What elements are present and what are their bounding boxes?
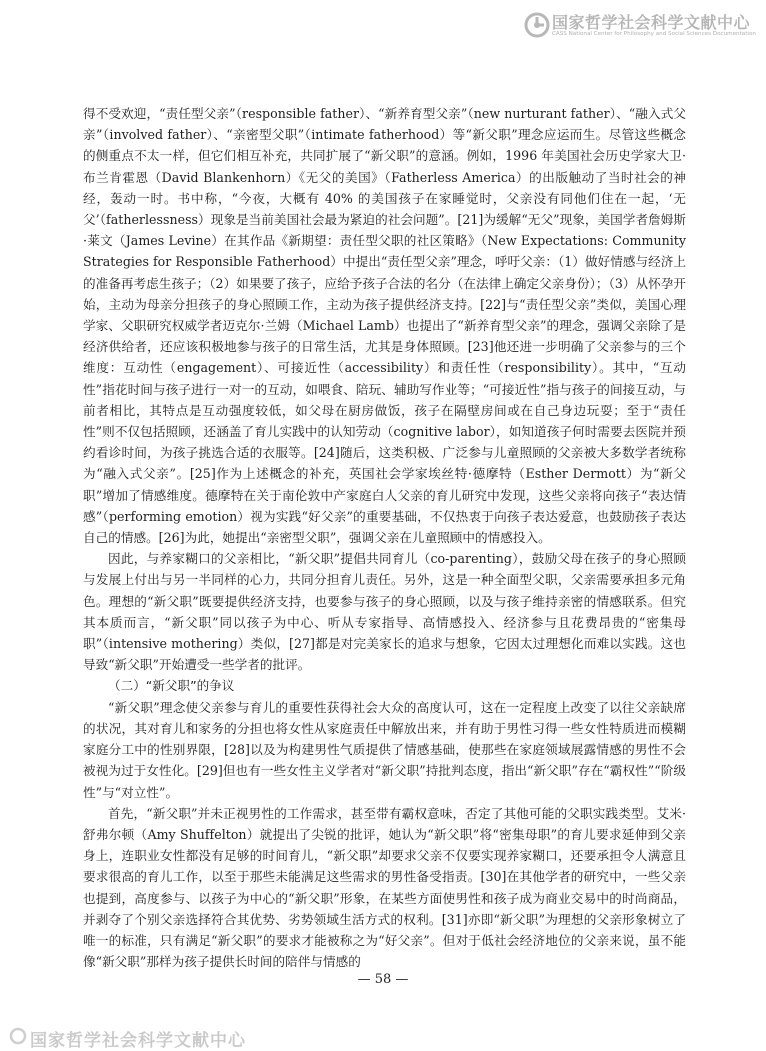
article-body xyxy=(83,103,686,972)
section-heading: （二）“新父职”的争议 xyxy=(108,678,235,694)
paragraph-1: 得不受欢迎，“责任型父亲”（responsible father）、“新养育型父亲”（new nurturant father）、“融入式父亲”（involved father）、“亲密型父职”（intimate fatherhood）等“新父职”理念应运而生。尽管这些概念的侧重点不太一样，但它们相互补充，共同扩展了“新父职”的意涵。例如，1996 年美国社会历史学家大卫·布兰肯霍恩（David Blankenhorn）《无父的美国》（Fatherless America）的出版触动了当时社会的神经，轰动一时。书中称，“今夜，大概有 40% 的美国孩子在家睡觉时，父亲没有同他们住在一起，‘无父’（fatherlessness）现象是当前美国社会最为紧迫的社会问题”。[21]为缓解“无父”现象，美国学者詹姆斯·莱文（James Levine）在其作品《新期望：责任型父职的社区策略》（New Expectations: Community Strategies for Responsible Fatherhood）中提出“责任型父亲”理念，呼吁父亲：（1）做好情感与经济上的准备再考虑生孩子；（2）如果要了孩子，应给予孩子合法的名分（在法律上确定父亲身份）；（3）从怀孕开始，主动为母亲分担孩子的身心照顾工作，主动为孩子提供经济支持。[22]与“责任型父亲”类似，美国心理学家、父职研究权威学者迈克尔·兰姆（Michael Lamb）也提出了“新养育型父亲”的理念，强调父亲除了是经济供给者，还应该积极地参与孩子的日常生活，尤其是身体照顾。[23]他还进一步明确了父亲参与的三个维度：互动性（engagement）、可接近性（accessibility）和责任性（responsibility）。其中，“互动性”指花时间与孩子进行一对一的互动，如喂食、陪玩、辅助写作业等；“可接近性”指与孩子的间接互动，与前者相比，其特点是互动强度较低，如父母在厨房做饭，孩子在隔壁房间或在自己身边玩耍；至于“责任性”则不仅包括照顾，还涵盖了育儿实践中的认知劳动（cognitive labor），如知道孩子何时需要去医院并预约看诊时间，为孩子挑选合适的衣服等。[24]随后，这类积极、广泛参与儿童照顾的父亲被大多数学者统称为“融入式父亲”。[25]作为上述概念的补充，英国社会学家埃丝特·德摩特（Esther Dermott）为“新父职”增加了情感维度。德摩特在关于南伦敦中产家庭白人父亲的育儿研究中发现，这些父亲将向孩子“表达情感”（performing emotion）视为实践“好父亲”的重要基础，不仅热衷于向孩子表达爱意，也鼓励孩子表达自己的情感。[26]为此，她提出“亲密型父职”，强调父亲在儿童照顾中的情感投入。 xyxy=(83,106,686,546)
footer-logo-icon xyxy=(10,1028,26,1044)
paragraph-2: 因此，与养家糊口的父亲相比，“新父职”提倡共同育儿（co-parenting），鼓励父母在孩子的身心照顾与发展上付出与另一半同样的心力，共同分担育儿责任。另外，这是一种全面型父职，父亲需要承担多元角色。理想的“新父职”既要提供经济支持，也要参与孩子的身心照顾，以及与孩子维持亲密的情感联系。但究其本质而言，“新父职”同以孩子为中心、听从专家指导、高情感投入、经济参与且花费昂贵的“密集母职”（intensive mothering）类似，[27]都是对完美家长的追求与想象，它因太过理想化而难以实践。这也导致“新父职”开始遭受一些学者的批评。 xyxy=(83,551,686,673)
cass-logo-icon xyxy=(524,12,550,38)
paragraph-4: 首先，“新父职”并未正视男性的工作需求，甚至带有霸权意味，否定了其他可能的父职实践类型。艾米·舒弗尔顿（Amy Shuffelton）就提出了尖锐的批评，她认为“新父职”将“密集母职”的育儿要求延伸到父亲身上，连职业女性都没有足够的时间育儿，“新父职”却要求父亲不仅要实现养家糊口，还要承担令人满意且要求很高的育儿工作，以至于那些未能满足这些需求的男性备受指责。[30]在其他学者的研究中，一些父亲也提到，高度参与、以孩子为中心的“新父职”形象，在某些方面使男性和孩子成为商业交易中的时尚商品，并剥夺了个别父亲选择符合其优势、劣势领域生活方式的权利。[31]亦即“新父职”为理想的父亲形象树立了唯一的标准，只有满足“新父职”的要求才能被称之为“好父亲”。但对于低社会经济地位的父亲来说，虽不能像“新父职”那样为孩子提供长时间的陪伴与情感的 xyxy=(83,805,686,970)
page-number: — 58 — xyxy=(357,972,409,987)
logo-subtitle: CASS National Center for Philosophy and Social Sciences Documentation xyxy=(552,31,756,37)
footer-watermark-text: 国家哲学社会科学文献中心 xyxy=(30,1031,246,1051)
header-logo xyxy=(522,8,762,42)
paragraph-3: “新父职”理念使父亲参与育儿的重要性获得社会大众的高度认可，这在一定程度上改变了以往父亲缺席的状况，其对育儿和家务的分担也将女性从家庭责任中解放出来，并有助于男性习得一些女性特质进而模糊家庭分工中的性别界限，[28]以及为构建男性气质提供了情感基础，使那些在家庭领域展露情感的男性不会被视为过于女性化。[29]但也有一些女性主义学者对“新父职”持批判态度，指出“新父职”存在“霸权性”“阶级性”与“对立性”。 xyxy=(83,699,686,800)
footer-watermark xyxy=(0,1024,766,1051)
logo-title: 国家哲学社会科学文献中心 xyxy=(552,13,751,32)
